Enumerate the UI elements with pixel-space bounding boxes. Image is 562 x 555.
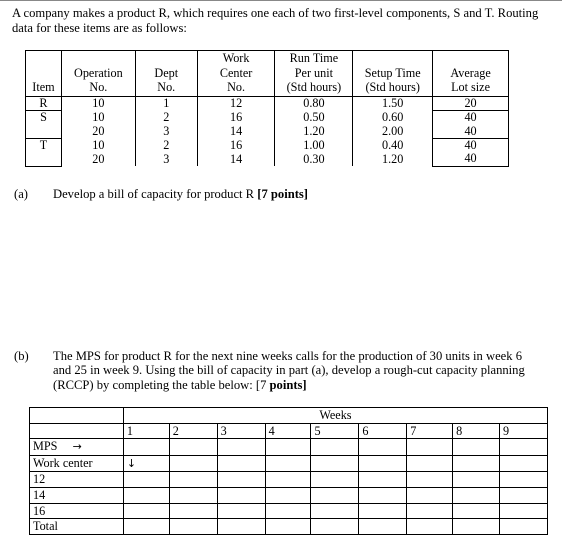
input-cell[interactable] [453,439,500,456]
cell-lot-size: 20 [433,96,509,110]
cell-dept: 3 [135,125,197,139]
input-cell[interactable] [217,439,265,456]
input-cell[interactable] [123,519,169,535]
rccp-blank-cell [30,423,124,439]
rccp-row-14 [30,487,548,503]
input-cell[interactable] [359,503,407,519]
cell-dept: 2 [135,111,197,125]
week-7: 7 [407,423,453,439]
input-cell[interactable] [453,455,500,472]
cell-operation: 10 [61,139,135,153]
rccp-row-16 [30,503,548,519]
input-cell[interactable] [123,503,169,519]
input-cell[interactable] [217,487,265,503]
table-row [26,111,509,125]
input-cell[interactable] [407,472,453,488]
down-arrow-icon: ↓ [126,456,137,470]
row-label-14: 14 [30,487,124,503]
rccp-row-work-center [30,455,548,472]
cell-setup-time: 0.40 [353,139,433,153]
question-b-points: points] [269,377,307,392]
input-cell[interactable] [359,519,407,535]
input-cell[interactable] [169,503,217,519]
cell-run-time: 1.20 [275,125,353,139]
cell-setup-time: 1.50 [353,96,433,110]
input-cell[interactable] [407,503,453,519]
input-cell[interactable] [311,487,359,503]
input-cell[interactable] [169,519,217,535]
week-8: 8 [453,423,500,439]
question-b-text [53,349,543,392]
table-row [26,139,509,153]
question-b-body: The MPS for product R for the next nine weeks calls for the production of 30 units in week 6 and 25 in week 9. Using the bill of capacity in part (a), develop a rough-cut capacity planning (RCCP) by completing the table below: [7 [53,349,525,392]
cell-dept: 2 [135,139,197,153]
input-cell[interactable] [359,472,407,488]
cell-item [26,125,62,139]
input-cell[interactable] [265,519,311,535]
routing-table [25,50,509,167]
cell-setup-time: 2.00 [353,125,433,139]
header-item: Item [26,51,62,97]
week-3: 3 [217,423,265,439]
input-cell[interactable] [265,487,311,503]
input-cell[interactable] [500,472,548,488]
table-row [26,152,509,166]
rccp-row-total [30,519,548,535]
routing-header-row [26,51,509,97]
input-cell[interactable] [311,439,359,456]
intro-text: A company makes a product R, which requires one each of two first-level components, S and T. Routing data for these items are as follows: [12,6,539,35]
input-cell[interactable] [359,487,407,503]
input-cell[interactable] [169,439,217,456]
input-cell[interactable] [217,472,265,488]
cell-work-center: 14 [197,125,275,139]
row-label-12: 12 [30,472,124,488]
input-cell[interactable] [453,503,500,519]
header-setup-time: Setup Time (Std hours) [353,51,433,97]
input-cell[interactable] [453,519,500,535]
rccp-weeks-row [30,408,548,424]
cell-dept: 3 [135,152,197,166]
rccp-table [29,407,548,535]
cell-operation: 10 [61,96,135,110]
input-cell[interactable] [500,455,548,472]
rccp-row-12 [30,472,548,488]
question-a-label: (a) [14,187,28,201]
rccp-week-numbers-row [30,423,548,439]
cell-work-center: 16 [197,111,275,125]
input-cell[interactable] [265,439,311,456]
cell-operation: 20 [61,152,135,166]
week-2: 2 [169,423,217,439]
input-cell[interactable] [265,472,311,488]
cell-run-time: 1.00 [275,139,353,153]
question-b-label: (b) [14,349,29,363]
input-cell[interactable] [123,455,169,472]
week-5: 5 [311,423,359,439]
input-cell[interactable] [217,503,265,519]
input-cell[interactable] [359,439,407,456]
row-label-16: 16 [30,503,124,519]
input-cell[interactable] [453,487,500,503]
input-cell[interactable] [500,519,548,535]
week-1: 1 [123,423,169,439]
row-label-mps: MPS → [30,439,124,456]
cell-setup-time: 0.60 [353,111,433,125]
cell-work-center: 12 [197,96,275,110]
week-9: 9 [500,423,548,439]
row-label-total: Total [30,519,124,535]
input-cell[interactable] [500,439,548,456]
input-cell[interactable] [407,487,453,503]
input-cell[interactable] [217,519,265,535]
cell-item: R [26,96,62,110]
cell-item: T [26,139,62,153]
cell-dept: 1 [135,96,197,110]
rccp-corner-cell [30,408,124,424]
input-cell[interactable] [500,487,548,503]
input-cell[interactable] [123,487,169,503]
table-row [26,96,509,110]
input-cell[interactable] [311,472,359,488]
input-cell[interactable] [169,487,217,503]
question-a-text [53,187,308,202]
input-cell[interactable] [169,455,217,472]
cell-lot-size: 40 [433,125,509,139]
cell-lot-size: 40 [433,111,509,125]
cell-item: S [26,111,62,125]
header-operation: Operation No. [61,51,135,97]
right-arrow-icon: → [72,440,82,454]
cell-lot-size: 40 [433,152,509,166]
question-a-points: [7 points] [257,187,308,201]
cell-operation: 10 [61,111,135,125]
top-rule [0,0,562,1]
input-cell[interactable] [359,455,407,472]
row-label-work-center: Work center [30,455,124,472]
input-cell[interactable] [123,472,169,488]
input-cell[interactable] [407,455,453,472]
input-cell[interactable] [217,455,265,472]
input-cell[interactable] [500,503,548,519]
input-cell[interactable] [169,472,217,488]
cell-run-time: 0.50 [275,111,353,125]
input-cell[interactable] [453,472,500,488]
cell-run-time: 0.30 [275,152,353,166]
week-6: 6 [359,423,407,439]
cell-work-center: 16 [197,139,275,153]
question-a-body: Develop a bill of capacity for product R [53,187,255,201]
header-run-time: Run Time Per unit (Std hours) [275,51,353,97]
cell-work-center: 14 [197,152,275,166]
input-cell[interactable] [407,519,453,535]
input-cell[interactable] [311,455,359,472]
rccp-row-mps [30,439,548,456]
input-cell[interactable] [265,455,311,472]
header-dept: Dept No. [135,51,197,97]
header-work-center: Work Center No. [197,51,275,97]
cell-setup-time: 1.20 [353,152,433,166]
cell-item [26,152,62,166]
input-cell[interactable] [265,503,311,519]
input-cell[interactable] [407,439,453,456]
input-cell[interactable] [123,439,169,456]
cell-lot-size: 40 [433,139,509,153]
table-row [26,125,509,139]
weeks-label: Weeks [123,408,547,424]
cell-run-time: 0.80 [275,96,353,110]
cell-operation: 20 [61,125,135,139]
input-cell[interactable] [311,503,359,519]
header-lot-size: Average Lot size [433,51,509,97]
week-4: 4 [265,423,311,439]
input-cell[interactable] [311,519,359,535]
